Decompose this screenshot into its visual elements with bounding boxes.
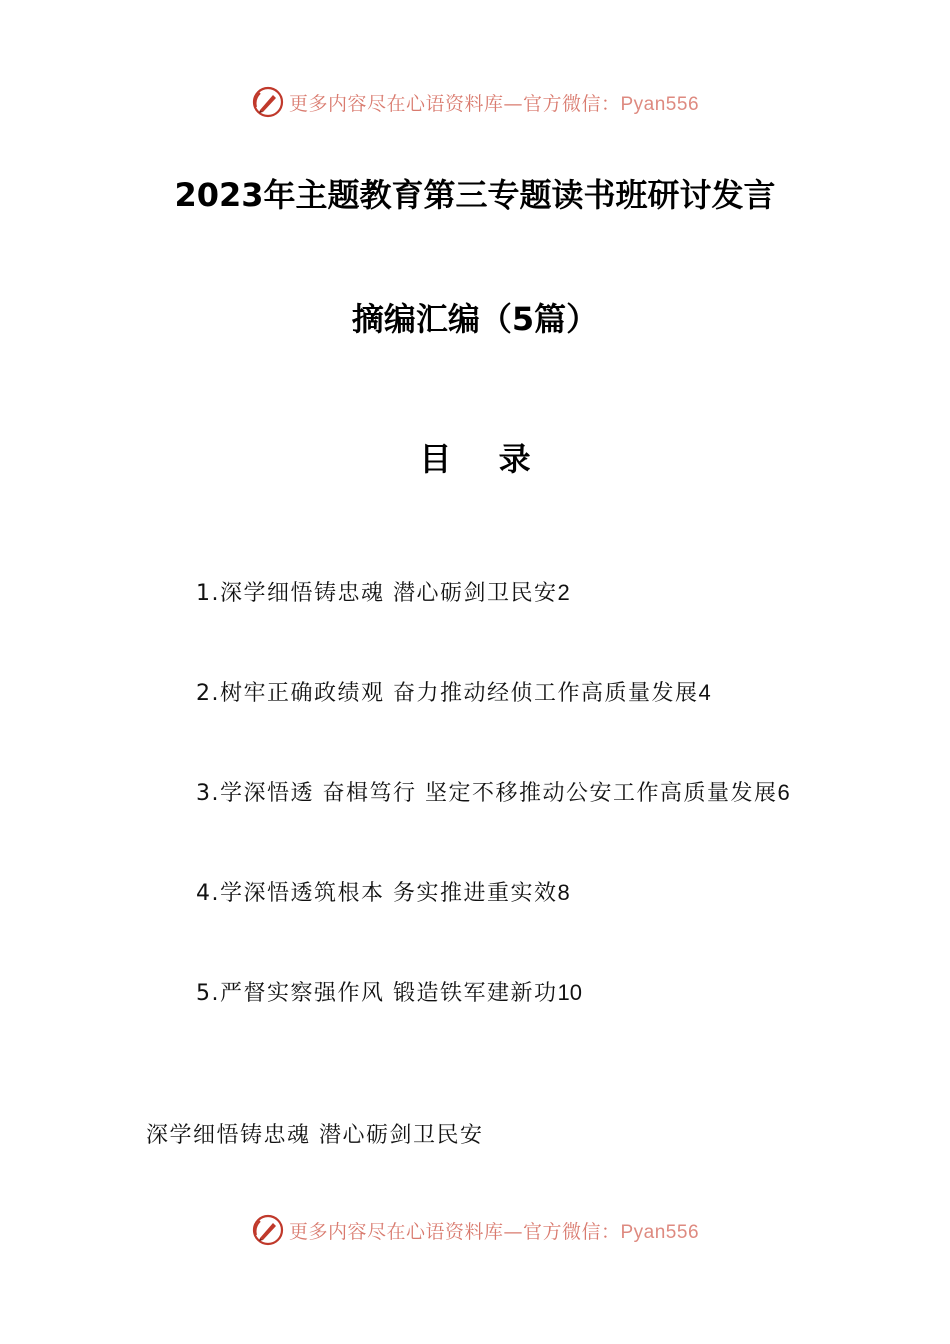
toc-item-text: 5.严督实察强作风 锻造铁军建新功 (196, 981, 558, 1006)
toc-item-5[interactable] (146, 968, 816, 1018)
toc-item-3[interactable] (146, 768, 816, 818)
toc-item-text: 3.学深悟透 奋楫笃行 坚定不移推动公安工作高质量发展 (196, 781, 778, 806)
toc-item-text: 4.学深悟透筑根本 务实推进重实效 (196, 881, 558, 906)
toc-item-page: 10 (557, 980, 582, 1005)
toc-item-page: 6 (777, 780, 790, 805)
toc-item-2[interactable] (146, 668, 816, 718)
table-of-contents (146, 568, 816, 1068)
header-banner (0, 82, 950, 122)
footer-banner (0, 1210, 950, 1250)
toc-item-page: 2 (557, 580, 570, 605)
toc-item-text: 1.深学细悟铸忠魂 潜心砺剑卫民安 (196, 581, 558, 606)
toc-item-page: 8 (557, 880, 570, 905)
toc-heading: 目 录 (419, 440, 549, 478)
toc-item-1[interactable] (146, 568, 816, 618)
toc-item-text: 2.树牢正确政绩观 奋力推动经侦工作高质量发展 (196, 681, 699, 706)
pen-logo-icon (251, 85, 285, 119)
document-title-line-2: 摘编汇编（5篇） (351, 300, 599, 338)
banner-text: 更多内容尽在心语资料库—官方微信：Pyan556 (288, 92, 700, 115)
section-heading: 深学细悟铸忠魂 潜心砺剑卫民安 (146, 1123, 484, 1148)
toc-item-page: 4 (698, 680, 711, 705)
toc-item-4[interactable] (146, 868, 816, 918)
banner-wechat-id: Pyan556 (620, 1221, 700, 1243)
document-title-line-1: 2023年主题教育第三专题读书班研讨发言 (174, 176, 776, 214)
banner-wechat-id: Pyan556 (620, 93, 700, 115)
banner-text: 更多内容尽在心语资料库—官方微信：Pyan556 (288, 1220, 700, 1243)
pen-logo-icon (251, 1213, 285, 1247)
